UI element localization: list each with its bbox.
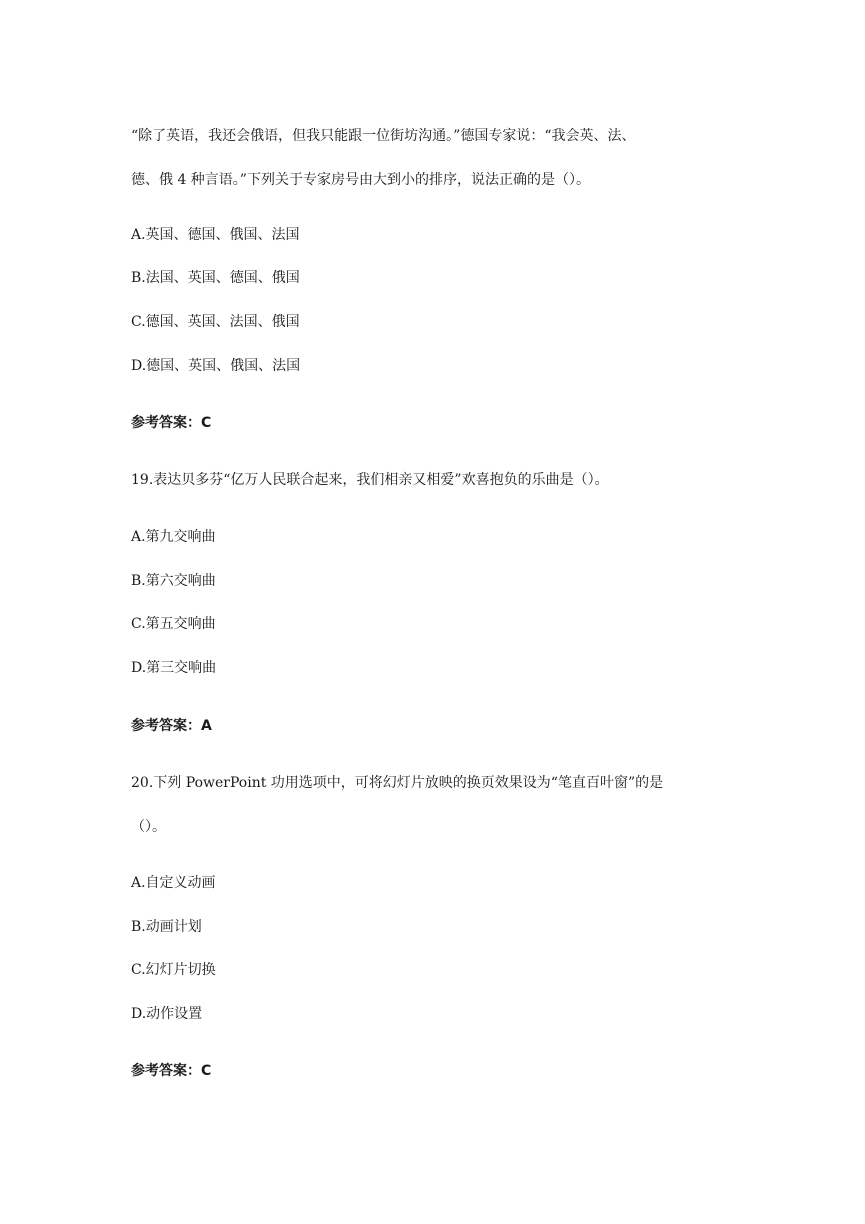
question-20-stem-line-2: （）。 (131, 819, 166, 835)
question-19-stem: 19.表达贝多芬“亿万人民联合起来，我们相亲又相爱”欢喜抱负的乐曲是（）。 (131, 472, 609, 488)
question-19-option-d: D.第三交响曲 (131, 660, 217, 676)
question-20-option-b: B.动画计划 (131, 919, 202, 935)
question-20-option-a: A.自定义动画 (131, 875, 216, 891)
question-20-option-d: D.动作设置 (131, 1006, 203, 1022)
question-19-option-a: A.第九交响曲 (131, 529, 216, 545)
question-18-answer: 参考答案：C (131, 415, 212, 431)
question-19-option-c: C.第五交响曲 (131, 616, 216, 632)
question-18-option-c: C.德国、英国、法国、俄国 (131, 314, 300, 330)
question-20-option-c: C.幻灯片切换 (131, 962, 216, 978)
question-20-answer: 参考答案：C (131, 1063, 212, 1079)
question-18-stem-line-2: 德、俄 4 种言语。”下列关于专家房号由大到小的排序，说法正确的是（）。 (131, 172, 590, 188)
question-18-option-b: B.法国、英国、德国、俄国 (131, 270, 300, 286)
question-19-answer: 参考答案：A (131, 718, 212, 734)
question-18-option-d: D.德国、英国、俄国、法国 (131, 358, 301, 374)
question-18-stem-line-1: “除了英语，我还会俄语，但我只能跟一位街坊沟通。”德国专家说：“我会英、法、 (131, 128, 636, 144)
question-20-stem-line-1: 20.下列 PowerPoint 功用选项中，可将幻灯片放映的换页效果设为“笔直百叶窗”的是 (131, 775, 664, 791)
question-18-option-a: A.英国、德国、俄国、法国 (131, 227, 300, 243)
question-19-option-b: B.第六交响曲 (131, 573, 216, 589)
